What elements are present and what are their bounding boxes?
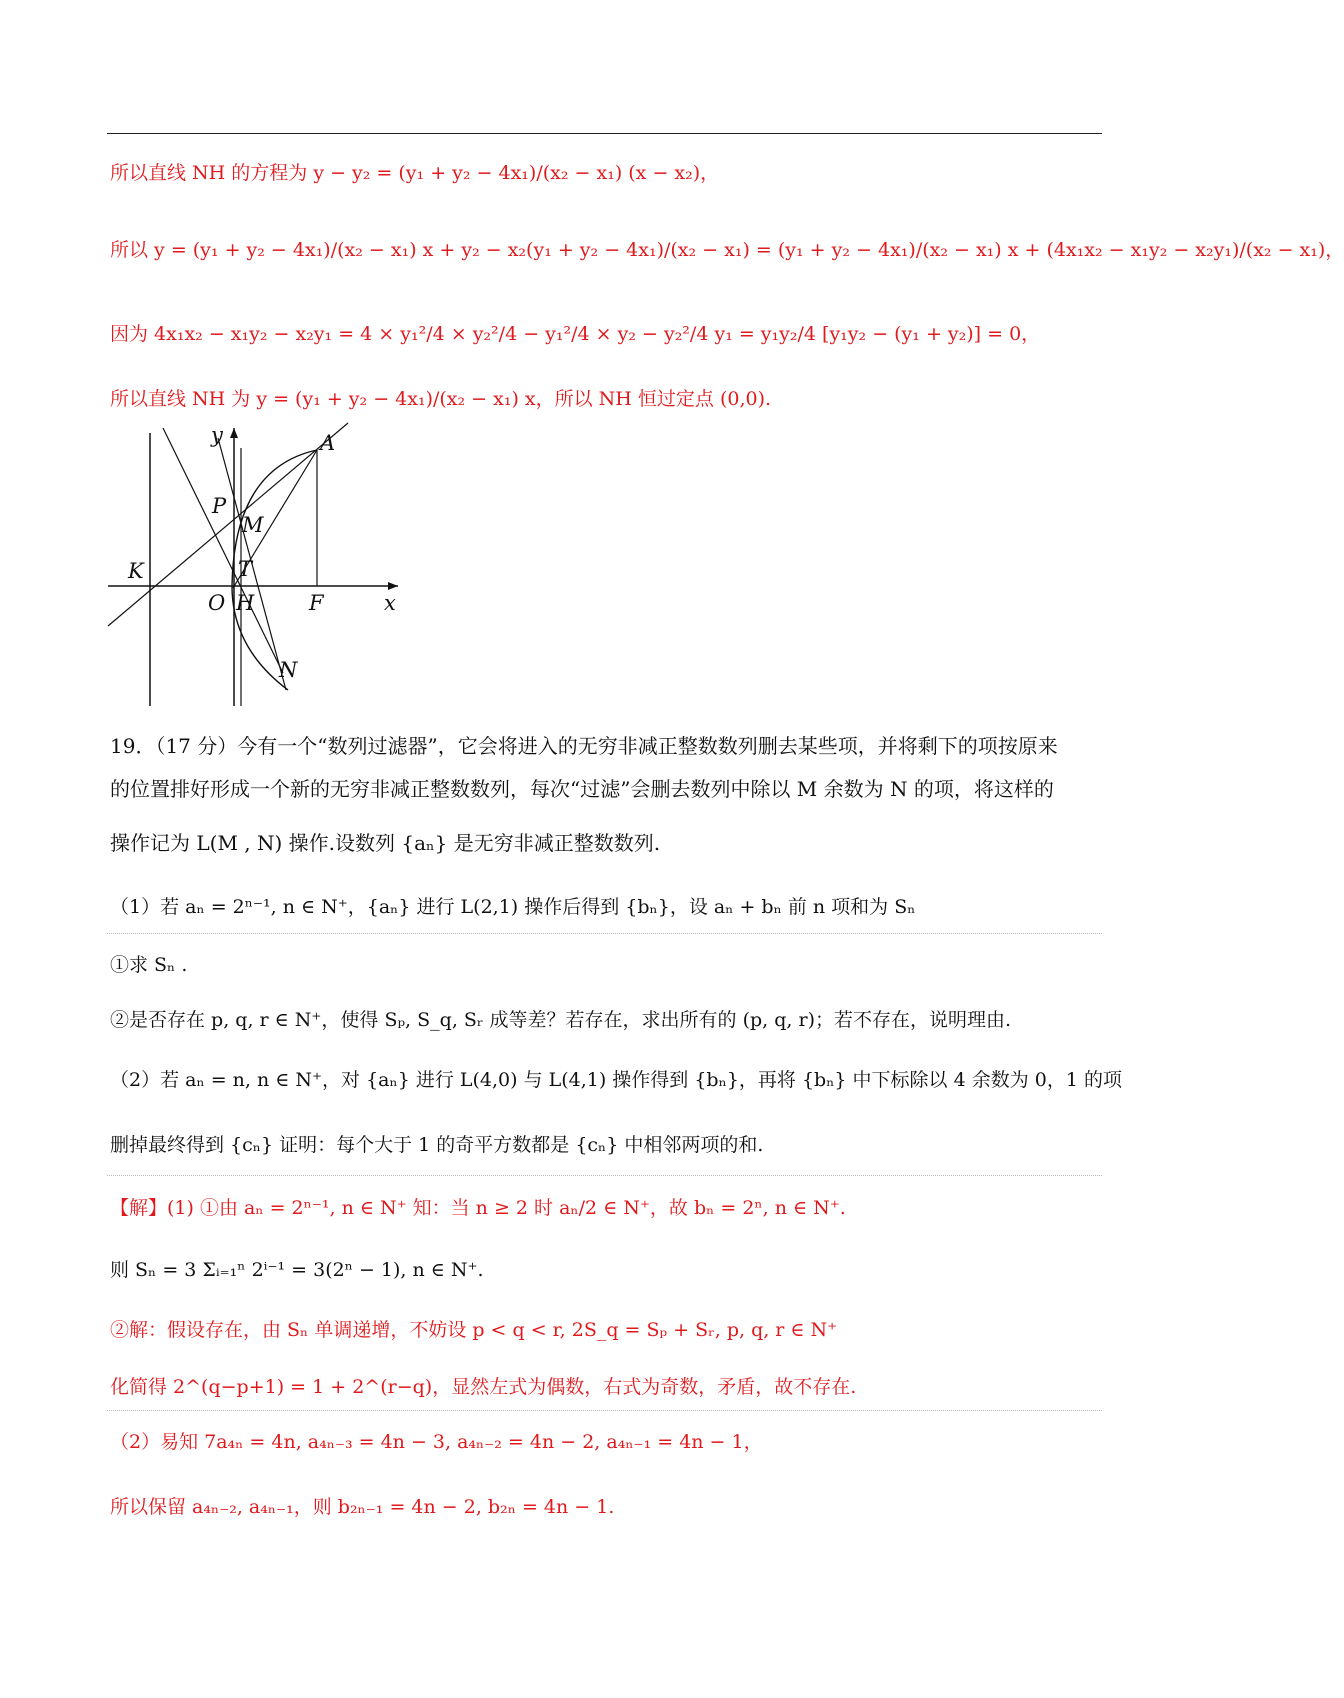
problem-line-1: 19．（17 分）今有一个“数列过滤器”，它会将进入的无穷非减正整数数列删去某些项，并将剩下的项按原来 xyxy=(110,734,1058,758)
answer-line-4: 化简得 2^(q−p+1) = 1 + 2^(r−q)，显然左式为偶数，右式为奇数，矛盾，故不存在. xyxy=(110,1376,857,1398)
label-y: y xyxy=(211,423,223,447)
part1-question-b: ②是否存在 p, q, r ∈ N⁺，使得 Sₚ, S_q, Sᵣ 成等差？若存在，求出所有的 (p, q, r)；若不存在，说明理由. xyxy=(110,1009,1012,1031)
label-t: T xyxy=(238,557,253,581)
label-n: N xyxy=(279,658,298,682)
part2-stem-1: （2）若 aₙ = n, n ∈ N⁺，对 {aₙ} 进行 L(4,0) 与 L(4,1) 操作得到 {bₙ}，再将 {bₙ} 中下标除以 4 余数为 0，1 的项 xyxy=(110,1069,1122,1091)
label-x: x xyxy=(384,591,396,615)
label-f: F xyxy=(309,591,324,615)
answer-line-1: 【解】(1) ①由 aₙ = 2ⁿ⁻¹, n ∈ N⁺ 知：当 n ≥ 2 时 aₙ/2 ∈ N⁺，故 bₙ = 2ⁿ, n ∈ N⁺. xyxy=(110,1197,846,1219)
solution-line-1: 所以直线 NH 的方程为 y − y₂ = (y₁ + y₂ − 4x₁)/(x₂ − x₁) (x − x₂)， xyxy=(110,162,720,184)
divider xyxy=(107,1175,1102,1176)
part1-question-a: ①求 Sₙ . xyxy=(110,954,188,976)
label-m: M xyxy=(242,513,264,537)
problem-line-2: 的位置排好形成一个新的无穷非减正整数数列，每次“过滤”会删去数列中除以 M 余数为 N 的项，将这样的 xyxy=(110,777,1054,801)
label-k: K xyxy=(128,559,144,583)
divider xyxy=(107,933,1102,934)
label-p: P xyxy=(212,494,227,518)
parabola-figure xyxy=(108,423,408,710)
answer2-line-2: 所以保留 a₄ₙ₋₂, a₄ₙ₋₁，则 b₂ₙ₋₁ = 4n − 2, b₂ₙ = 4n − 1. xyxy=(110,1496,615,1518)
answer2-line-1: （2）易知 7a₄ₙ = 4n, a₄ₙ₋₃ = 4n − 3, a₄ₙ₋₂ = 4n − 2, a₄ₙ₋₁ = 4n − 1， xyxy=(110,1431,763,1453)
answer-line-3: ②解：假设存在，由 Sₙ 单调递增，不妨设 p < q < r, 2S_q = Sₚ + Sᵣ, p, q, r ∈ N⁺ xyxy=(110,1319,838,1341)
answer-line-2: 则 Sₙ = 3 Σᵢ₌₁ⁿ 2ⁱ⁻¹ = 3(2ⁿ − 1), n ∈ N⁺. xyxy=(110,1259,484,1281)
label-a: A xyxy=(320,431,336,455)
label-h: H xyxy=(236,591,255,615)
problem-line-3: 操作记为 L(M , N) 操作.设数列 {aₙ} 是无穷非减正整数数列. xyxy=(110,831,661,855)
y-axis-arrow xyxy=(230,428,238,438)
solution-line-3: 因为 4x₁x₂ − x₁y₂ − x₂y₁ = 4 × y₁²/4 × y₂²/4 − y₁²/4 × y₂ − y₂²/4 y₁ = y₁y₂/4 [y₁y₂ − (y₁ + y₂)] = 0， xyxy=(110,323,1041,345)
x-axis-arrow xyxy=(388,582,398,590)
divider xyxy=(107,1410,1102,1411)
part2-stem-2: 删掉最终得到 {cₙ} 证明：每个大于 1 的奇平方数都是 {cₙ} 中相邻两项的和. xyxy=(110,1134,764,1156)
solution-line-2: 所以 y = (y₁ + y₂ − 4x₁)/(x₂ − x₁) x + y₂ − x₂(y₁ + y₂ − 4x₁)/(x₂ − x₁) = (y₁ + y₂ − 4x₁)/(x₂ − x₁) x + (4x₁x₂ − x₁y₂ − x₂y₁)/(x₂ − x₁)， xyxy=(110,239,1344,261)
line-pn xyxy=(163,428,283,673)
solution-line-4: 所以直线 NH 为 y = (y₁ + y₂ − 4x₁)/(x₂ − x₁) x，所以 NH 恒过定点 (0,0). xyxy=(110,388,772,410)
part1-stem: （1）若 aₙ = 2ⁿ⁻¹, n ∈ N⁺，{aₙ} 进行 L(2,1) 操作后得到 {bₙ}，设 aₙ + bₙ 前 n 项和为 Sₙ xyxy=(110,896,916,918)
label-o: O xyxy=(208,591,226,615)
header-rule xyxy=(107,133,1102,134)
